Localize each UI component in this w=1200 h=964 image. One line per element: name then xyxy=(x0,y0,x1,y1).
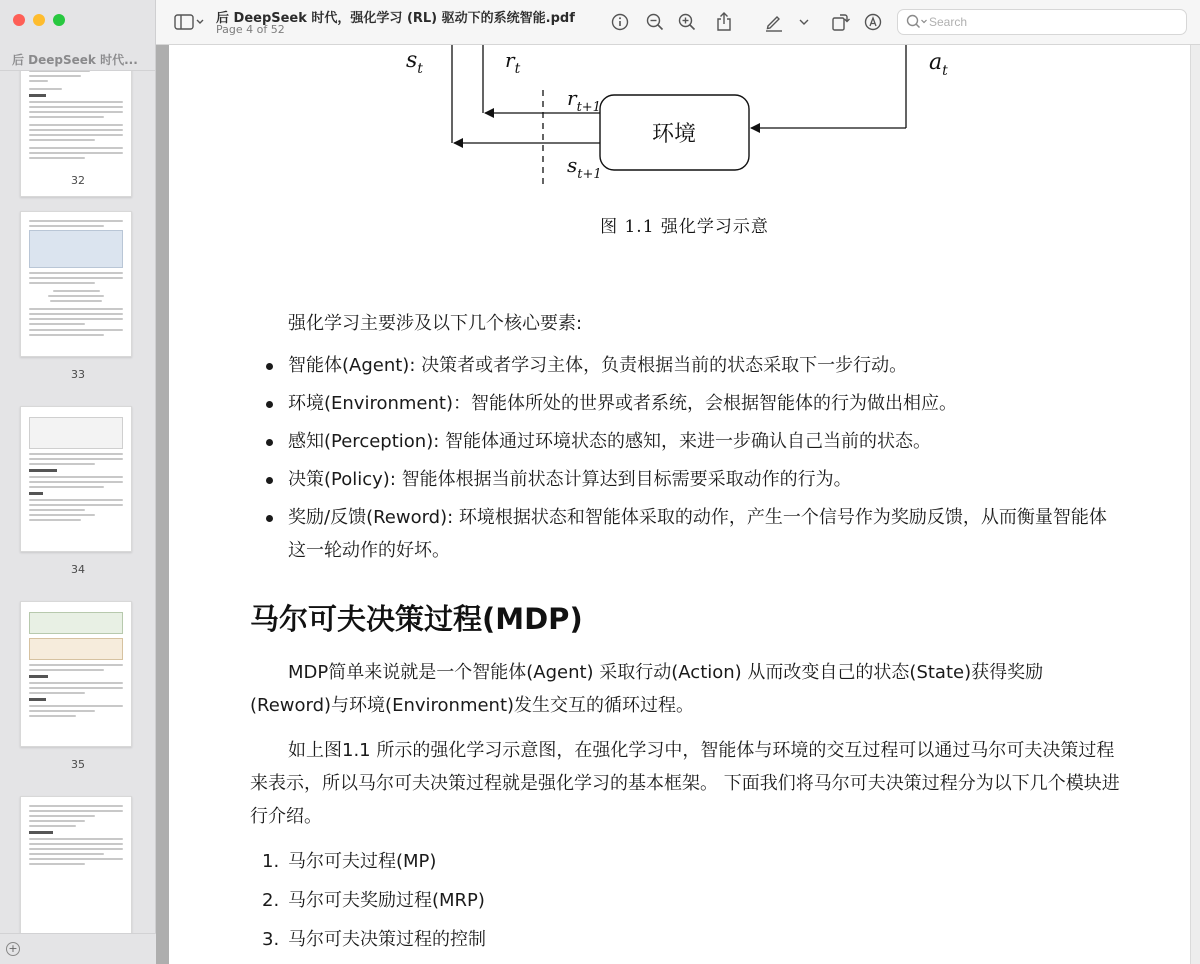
minimize-window-button[interactable] xyxy=(33,14,45,26)
bullet-icon xyxy=(266,363,273,370)
sidebar-toggle-icon xyxy=(174,14,204,30)
page-content xyxy=(250,305,1120,962)
info-icon xyxy=(611,13,629,31)
page-number-33: 33 xyxy=(71,368,85,381)
rotate-button[interactable] xyxy=(828,10,852,34)
core-elements-list xyxy=(250,349,1120,567)
markup-button[interactable] xyxy=(861,10,885,34)
highlight-icon xyxy=(764,12,784,32)
share-icon xyxy=(716,12,732,32)
list-item: 2. 马尔可夫奖励过程(MRP) xyxy=(262,890,485,911)
page-number-34: 34 xyxy=(71,563,85,576)
chevron-down-icon xyxy=(197,20,203,23)
highlight-button[interactable] xyxy=(762,10,786,34)
zoom-out-icon xyxy=(646,13,664,31)
bullet-icon xyxy=(266,439,273,446)
rotate-icon xyxy=(830,12,850,32)
zoom-in-button[interactable] xyxy=(675,10,699,34)
page-thumbnail-36[interactable] xyxy=(20,796,132,933)
module-list xyxy=(250,845,1120,956)
chevron-down-icon xyxy=(799,18,809,26)
share-button[interactable] xyxy=(712,10,736,34)
chevron-down-icon xyxy=(922,20,927,23)
search-field[interactable] xyxy=(897,9,1187,35)
zoom-window-button[interactable] xyxy=(53,14,65,26)
figure-caption: 图 1.1 强化学习示意 xyxy=(600,217,769,237)
search-input[interactable] xyxy=(929,13,1179,31)
page-thumbnail-33[interactable] xyxy=(20,211,132,357)
toolbar xyxy=(156,0,1200,45)
section-heading: 马尔可夫决策过程(MDP) xyxy=(250,602,583,636)
document-viewport[interactable] xyxy=(156,45,1200,964)
environment-label: 环境 xyxy=(651,122,697,147)
sidebar-toggle-button[interactable] xyxy=(172,10,206,34)
paragraph: 如上图1.1 所示的强化学习示意图，在强化学习中，智能体与环境的交互过程可以通过马尔可夫决策过程来表示，所以马尔可夫决策过程就是强化学习的基本框架。 下面我们将马尔可夫决策过程分为以下几个模块进行介绍。 xyxy=(250,740,1120,827)
thumbnail-list[interactable] xyxy=(0,71,156,933)
close-window-button[interactable] xyxy=(13,14,25,26)
paragraph: MDP简单来说就是一个智能体(Agent) 采取行动(Action) 从而改变自己的状态(State)获得奖励(Reword)与环境(Environment)发生交互的循环过程。 xyxy=(250,662,1044,716)
bullet-icon xyxy=(266,515,273,522)
bullet-icon xyxy=(266,401,273,408)
list-item: 奖励/反馈(Reword): 环境根据状态和智能体采取的动作，产生一个信号作为奖励反馈，从而衡量智能体这一轮动作的好坏。 xyxy=(250,501,1120,567)
markup-icon xyxy=(864,13,882,31)
page-thumbnail-35[interactable] xyxy=(20,601,132,747)
window-controls xyxy=(13,14,65,26)
label-a-t: $a_t$ xyxy=(929,50,948,79)
vertical-scrollbar[interactable] xyxy=(1190,45,1200,964)
list-item: 智能体(Agent): 决策者或者学习主体，负责根据当前的状态采取下一步行动。 xyxy=(250,349,1120,382)
info-button[interactable] xyxy=(608,10,632,34)
list-item: 1. 马尔可夫过程(MP) xyxy=(262,851,437,872)
list-item: 决策(Policy): 智能体根据当前状态计算达到目标需要采取动作的行为。 xyxy=(250,463,1120,496)
document-title: 后 DeepSeek 时代，强化学习 (RL) 驱动下的系统智能.pdf xyxy=(216,11,575,26)
page-number-35: 35 xyxy=(71,758,85,771)
sidebar-footer xyxy=(0,933,156,964)
highlight-options-button[interactable] xyxy=(796,10,812,34)
sidebar-document-title: 后 DeepSeek 时代... xyxy=(12,53,138,67)
label-s-t1: $s_{t+1}$ xyxy=(567,153,602,182)
add-page-button[interactable]: + xyxy=(6,942,20,956)
zoom-in-icon xyxy=(678,13,696,31)
search-icon xyxy=(906,14,928,30)
thumbnail-sidebar xyxy=(0,0,156,964)
label-s-t: $s_t$ xyxy=(406,48,423,77)
list-item: 感知(Perception): 智能体通过环境状态的感知，来进一步确认自己当前的状态。 xyxy=(250,425,1120,458)
list-item: 环境(Environment)：智能体所处的世界或者系统，会根据智能体的行为做出相应。 xyxy=(250,387,1120,420)
rl-diagram-svg xyxy=(169,45,1200,205)
zoom-out-button[interactable] xyxy=(643,10,667,34)
page-thumbnail-34[interactable] xyxy=(20,406,132,552)
list-item: 3. 马尔可夫决策过程的控制 xyxy=(262,929,486,950)
intro-paragraph: 强化学习主要涉及以下几个核心要素: xyxy=(288,313,583,334)
page-indicator: Page 4 of 52 xyxy=(216,23,285,36)
label-r-t1: $r_{t+1}$ xyxy=(567,86,601,115)
page-number-32: 32 xyxy=(71,174,85,187)
bullet-icon xyxy=(266,477,273,484)
label-r-t: $r_t$ xyxy=(505,48,521,77)
rl-diagram xyxy=(169,45,1200,295)
pdf-page xyxy=(169,45,1200,964)
